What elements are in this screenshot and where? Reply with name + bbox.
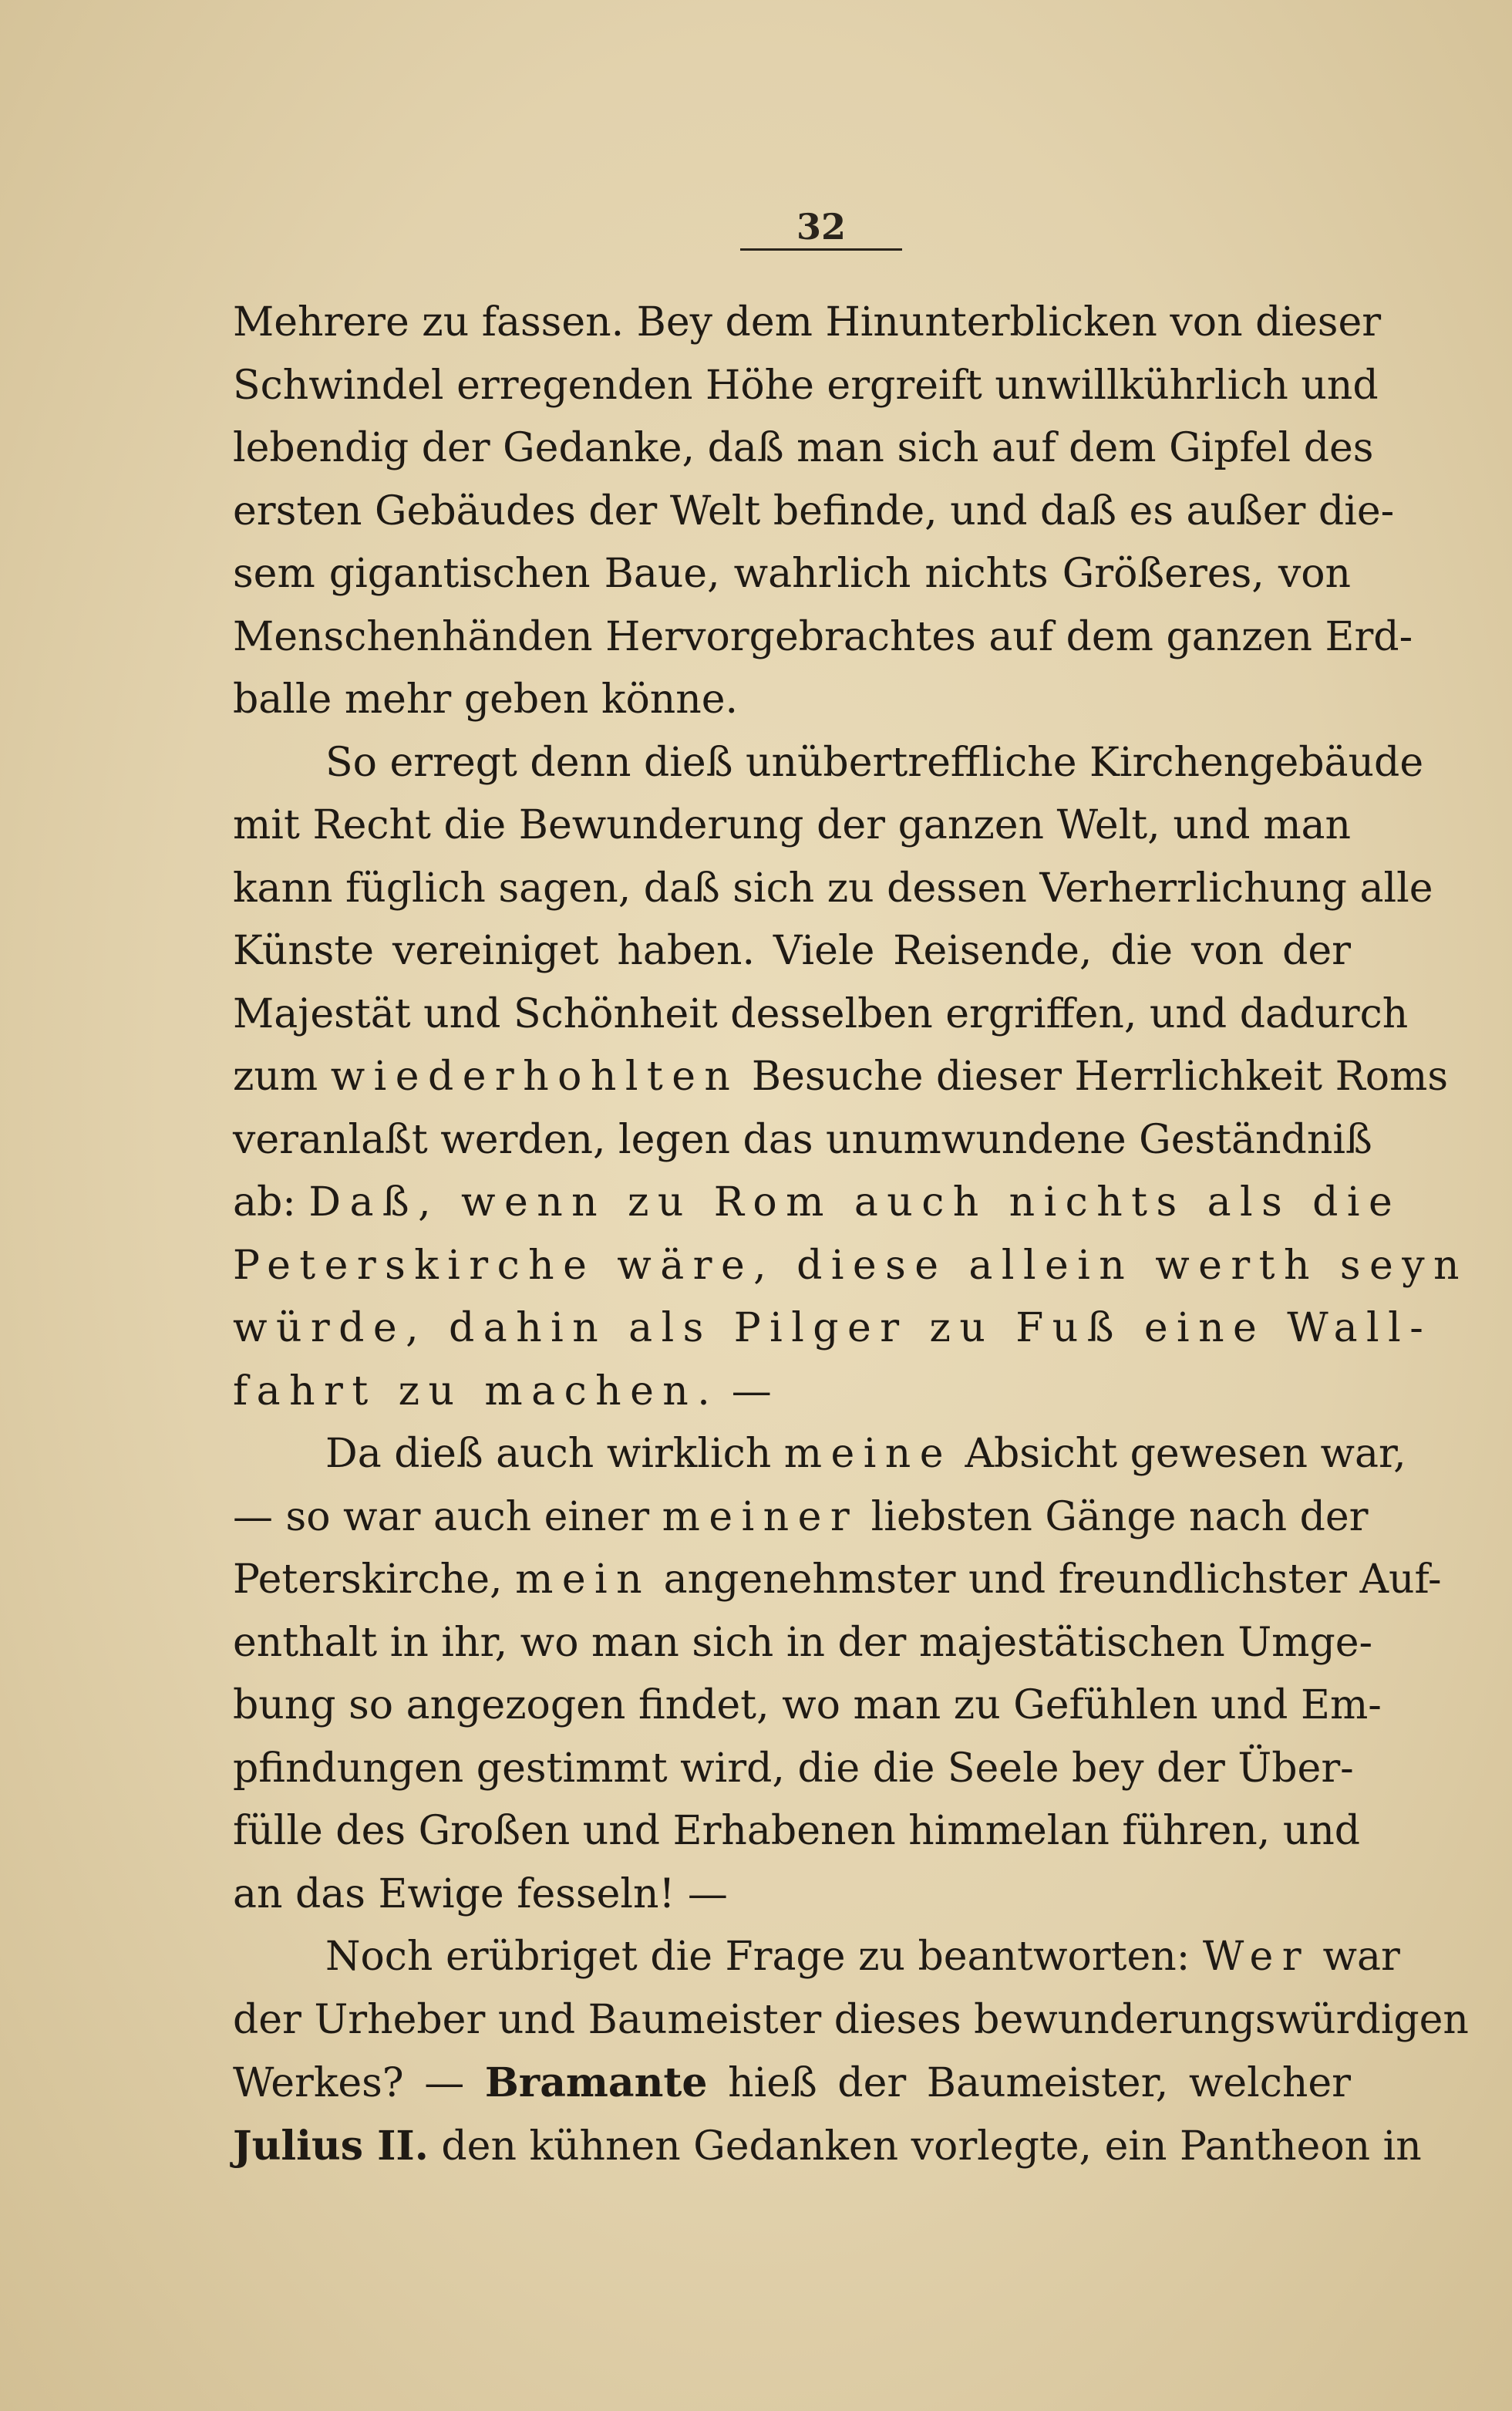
text-line: — so war auch einer meiner liebsten Gänge nach der — [233, 1493, 1369, 1540]
text-line: kann füglich sagen, daß sich zu dessen Verherrlichung alle — [233, 865, 1433, 912]
text-line: enthalt in ihr, wo man sich in der majestätischen Umge- — [233, 1619, 1373, 1666]
emphasis-spaced: meiner — [662, 1493, 859, 1540]
text-line: lebendig der Gedanke, daß man sich auf dem Gipfel des — [233, 425, 1374, 471]
page-header — [740, 207, 902, 251]
emphasis-spaced: Wer — [1202, 1934, 1311, 1980]
emphasis-bold: Bramante — [484, 2059, 708, 2106]
emphasis-spaced: meine — [783, 1431, 952, 1477]
text-line: balle mehr geben könne. — [233, 676, 739, 723]
text-line: ab: Daß, wenn zu Rom auch nichts als die — [233, 1179, 1402, 1226]
header-rule — [740, 248, 902, 251]
text-line: So erregt denn dieß unübertreffliche Kirchengebäude — [325, 739, 1424, 786]
text-line: Mehrere zu fassen. Bey dem Hinunterblicken von dieser — [233, 299, 1382, 346]
text-line: sem gigantischen Baue, wahrlich nichts Größeres, von — [233, 551, 1351, 597]
emphasis-spaced: wiederhohlten — [330, 1054, 739, 1100]
text-line: bung so angezogen findet, wo man zu Gefühlen und Em- — [233, 1682, 1382, 1728]
emphasis-spaced: Daß, wenn zu Rom auch nichts als die — [308, 1179, 1402, 1226]
text-line: an das Ewige fesseln! — — [233, 1870, 728, 1917]
text-line: Da dieß auch wirklich meine Absicht gewesen war, — [325, 1431, 1406, 1477]
text-line: pfindungen gestimmt wird, die die Seele bey der Über- — [233, 1745, 1354, 1792]
text-line: Schwindel erregenden Höhe ergreift unwillkührlich und — [233, 362, 1379, 409]
text-line: mit Recht die Bewunderung der ganzen Welt, und man — [233, 802, 1351, 848]
text-line: Werkes? — Bramante hieß der Baumeister, welcher — [233, 2059, 1351, 2106]
emphasis-spaced: mein — [515, 1556, 652, 1603]
text-line: zum wiederhohlten Besuche dieser Herrlichkeit Roms — [233, 1054, 1449, 1100]
body-text — [233, 292, 1469, 2177]
text-line: der Urheber und Baumeister dieses bewunderungswürdigen — [233, 1996, 1469, 2043]
text-line: fülle des Großen und Erhabenen himmelan führen, und — [233, 1808, 1361, 1854]
emphasis-bold: Julius II. — [233, 2122, 429, 2170]
text-line: würde, dahin als Pilger zu Fuß eine Wall- — [233, 1305, 1433, 1351]
text-line: Peterskirche wäre, diese allein werth seyn — [233, 1242, 1468, 1289]
text-line: Künste vereiniget haben. Viele Reisende, die von der — [233, 928, 1351, 974]
text-line: Noch erübriget die Frage zu beantworten: Wer war — [325, 1934, 1400, 1980]
emphasis-spaced: fahrt zu machen. — [233, 1367, 719, 1415]
page-number: 32 — [796, 206, 846, 248]
text-line: Menschenhänden Hervorgebrachtes auf dem ganzen Erd- — [233, 613, 1413, 660]
text-line: veranlaßt werden, legen das unumwundene Geständniß — [233, 1116, 1372, 1163]
text-line: ersten Gebäudes der Welt befinde, und daß es außer die- — [233, 487, 1395, 534]
text-line: Julius II. den kühnen Gedanken vorlegte, ein Pantheon in — [233, 2122, 1422, 2170]
text-line: Majestät und Schönheit desselben ergriffen, und dadurch — [233, 990, 1409, 1037]
text-line: Peterskirche, mein angenehmster und freundlichster Auf- — [233, 1556, 1442, 1603]
text-line: fahrt zu machen. — — [233, 1367, 772, 1415]
